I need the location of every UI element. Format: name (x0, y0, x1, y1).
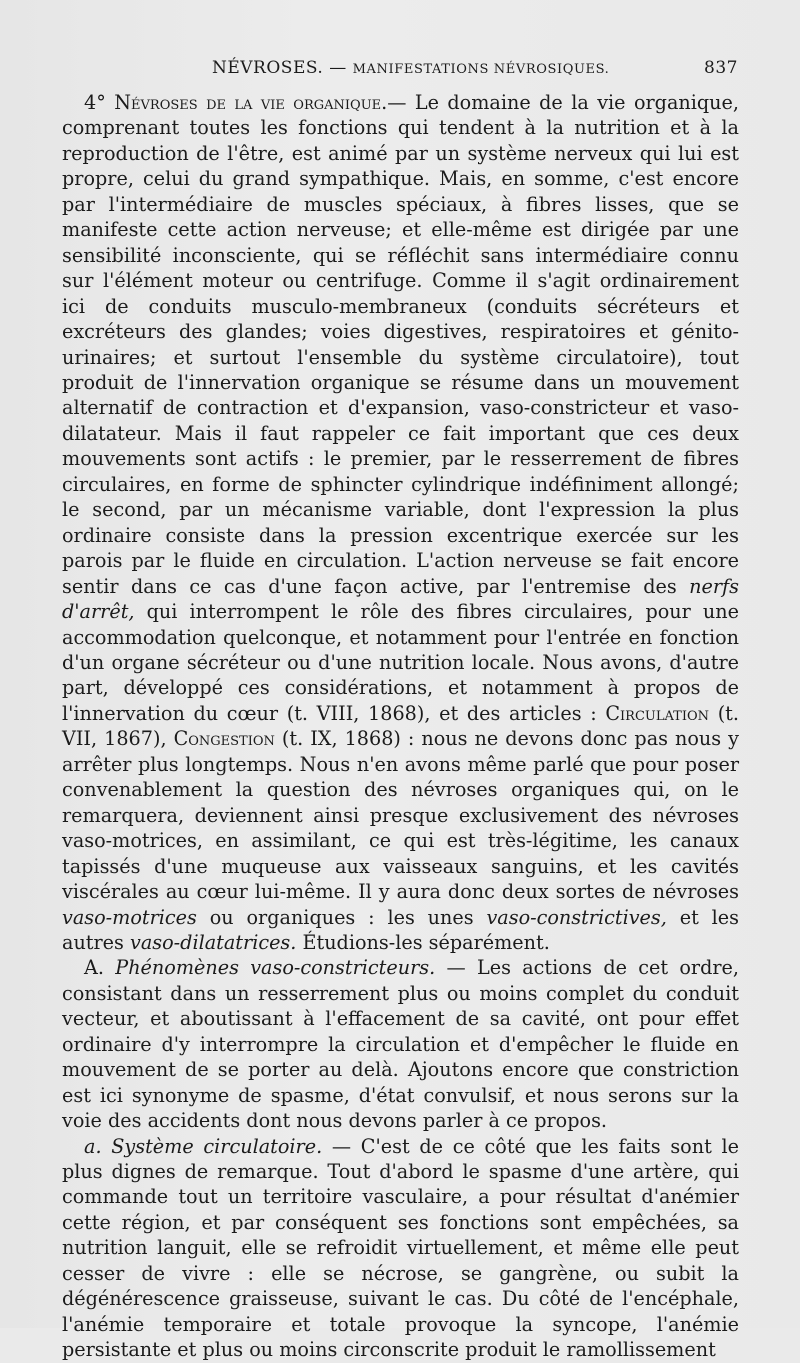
article-reference: Congestion (173, 727, 275, 751)
subsection-label: a. (84, 1134, 102, 1158)
running-title-dash: — (323, 58, 353, 78)
subsection-heading: Système circulatoire. (111, 1134, 323, 1158)
italic-term: vaso-motrices (62, 905, 197, 929)
paragraph-text: — Les actions de cet ordre, consistant dans un resserrement plus ou moins complet du conduit vecteur, et aboutissant à l'effacement de sa cavité, ont pour effet ordinaire d'y interrompre la circulation et d'empêcher le fluide en mouvement de se porter au delà. Ajoutons encore que constriction est ici synonyme de spasme, d'état convulsif, et nous serons sur la voie des accidents dont nous devons parler à ce propos. (62, 956, 740, 1133)
paragraph-section-A (62, 955, 739, 1133)
running-title (212, 58, 609, 78)
paragraph-text: Étudions-les séparément. (302, 930, 550, 954)
article-reference: Circulation (605, 701, 710, 725)
italic-term: vaso-dilatatrices. (130, 930, 297, 954)
heading-dash: — (387, 91, 407, 114)
body-text (62, 90, 739, 1363)
paragraph-section-4 (62, 90, 739, 955)
section-number: 4° (84, 91, 106, 114)
running-title-sub: MANIFESTATIONS NÉVROSIQUES. (352, 62, 610, 77)
paragraph-text: et les autres (62, 905, 739, 954)
paragraph-text: (t. IX, 1868) : nous ne devons donc pas nous y arrêter plus longtemps. Nous n'en avons même parlé que pour poser convenablement la question des névroses organiques qui, on le remarquera, deviennent ainsi presque exclusivement des névroses vaso-motrices, en assimilant, ce qui est très-légitime, les canaux tapissés d'une muqueuse aux vaisseaux sanguins, et les cavités viscérales au cœur lui-même. Il y aura donc deux sortes de névroses (62, 727, 739, 904)
subsection-heading: Phénomènes vaso-constricteurs. (115, 956, 436, 980)
paragraph-text: (t. VII, 1867), (62, 701, 739, 751)
paragraph-text: qui interrompent le rôle des fibres circulaires, pour une accommodation quelconque, et notamment pour l'entrée en fonction d'un organe sécréteur ou d'une nutrition locale. Nous avons, d'autre part, développé ces considérations, et notamment à propos de l'innervation du cœur (t. VIII, 1868), et des articles : (62, 600, 739, 725)
italic-term: nerfs d'arrêt, (62, 574, 739, 624)
page-number: 837 (704, 58, 738, 78)
running-header (62, 58, 738, 86)
paragraph-text: Le domaine de la vie organique, comprenant toutes les fonctions qui tendent à la nutrition et à la reproduction de l'être, est animé par un système nerveux qui lui est propre, celui du grand sympathique. Mais, en somme, c'est encore par l'intermédiaire de muscles spéciaux, à fibres lisses, que se manifeste cette action nerveuse; et elle-même est dirigée par une sensibilité inconsciente, qui se réfléchit sans intermédiaire connu sur l'élément moteur ou centrifuge. Comme il s'agit ordinairement ici de conduits musculo-membraneux (conduits sécréteurs et excréteurs des glandes; voies digestives, respiratoires et génito-urinaires; et surtout l'ensemble du système circulatoire), tout produit de l'innervation organique se résume dans un mouvement alternatif de contraction et d'expansion, vaso-constricteur et vaso-dilatateur. Mais il faut rappeler ce fait important que ces deux mouvements sont actifs : le premier, par le resserrement de fibres circulaires, en forme de sphincter cylindrique indéfiniment allongé; le second, par un mécanisme variable, dont l'expression la plus ordinaire consiste dans la pression excentrique exercée sur les parois par le fluide en circulation. L'action nerveuse se fait encore sentir dans ce cas d'une façon active, par l'entremise des (62, 91, 739, 598)
italic-term: vaso-constrictives, (486, 905, 667, 929)
paragraph-text: — C'est de ce côté que les faits sont le plus dignes de remarque. Tout d'abord le spasme d'une artère, qui commande tout un territoire vasculaire, a pour résultat d'anémier cette région, et par conséquent ses fonctions sont empêchées, sa nutrition languit, elle se refroidit virtuellement, et même elle peut cesser de vivre : elle se nécrose, se gangrène, ou subit la dégénérescence graisseuse, suivant le cas. Du côté de l'encéphale, l'anémie temporaire et totale provoque la syncope, l'anémie persistante et plus ou moins circonscrite produit le ramollissement (62, 1134, 739, 1362)
paragraph-section-A-a (62, 1134, 739, 1363)
paragraph-text: ou organiques : les unes (209, 905, 474, 929)
running-title-main: NÉVROSES. (212, 58, 324, 78)
section-heading: Névroses de la vie organique. (114, 91, 388, 114)
subsection-label: A. (84, 956, 104, 980)
